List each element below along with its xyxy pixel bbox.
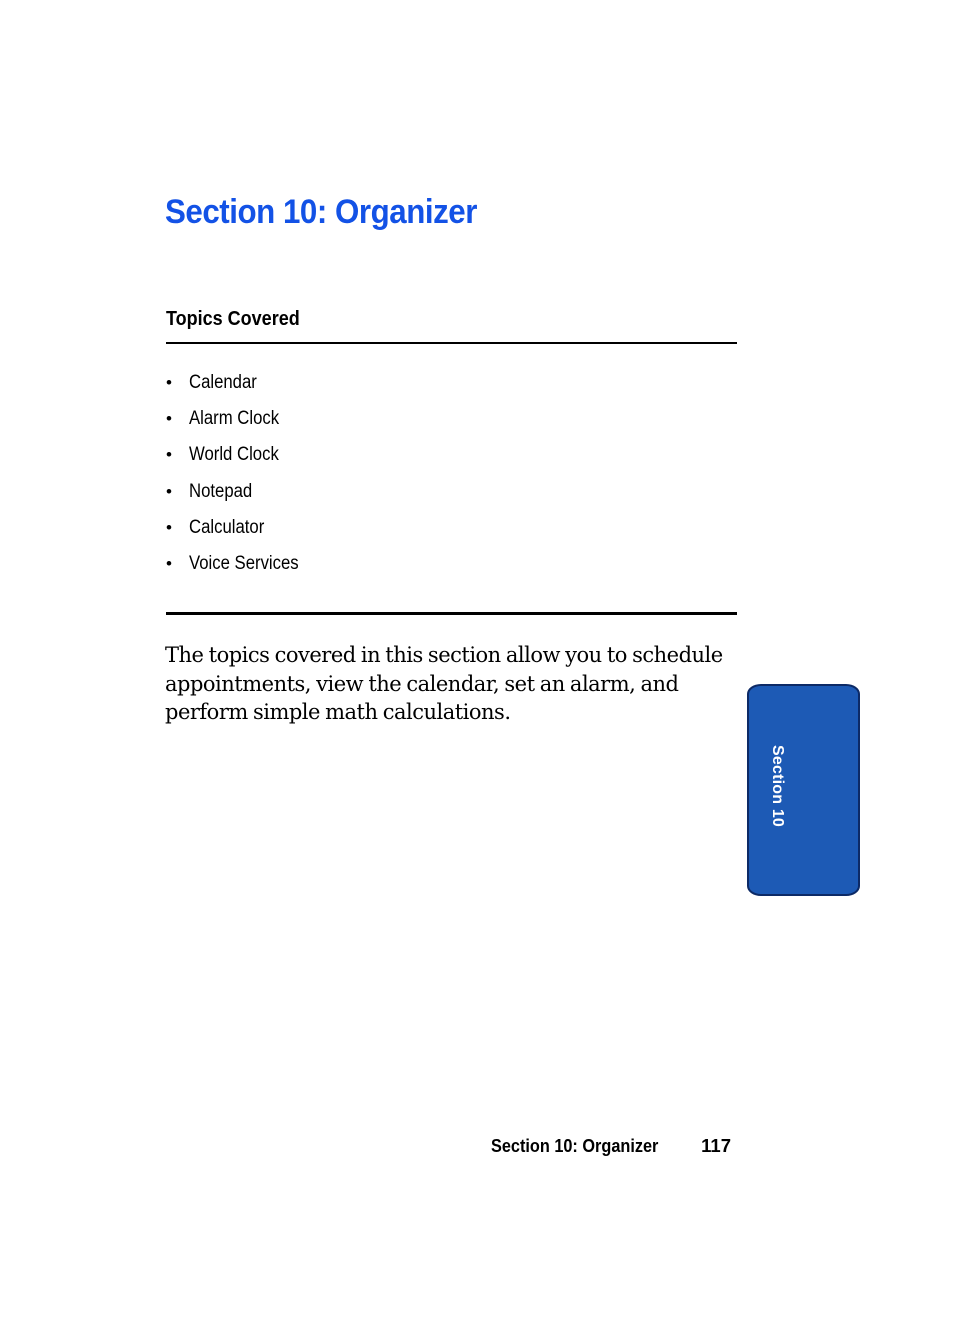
page-footer bbox=[491, 1135, 731, 1157]
topics-heading: Topics Covered bbox=[166, 308, 300, 330]
bullet-icon: • bbox=[166, 409, 172, 429]
bullet-icon: • bbox=[166, 445, 172, 465]
topic-notepad: Notepad bbox=[189, 480, 253, 502]
section-side-tab bbox=[747, 684, 860, 896]
page-number: 117 bbox=[701, 1135, 731, 1156]
list-item bbox=[166, 550, 314, 586]
topic-voice-services: Voice Services bbox=[189, 552, 299, 574]
list-item bbox=[166, 369, 314, 405]
list-item bbox=[166, 514, 314, 550]
topics-list bbox=[166, 369, 314, 586]
list-item bbox=[166, 405, 314, 441]
topic-world-clock: World Clock bbox=[189, 444, 279, 466]
topic-calculator: Calculator bbox=[189, 516, 265, 538]
bullet-icon: • bbox=[166, 373, 172, 392]
bullet-icon: • bbox=[166, 517, 172, 537]
topics-bottom-divider bbox=[166, 612, 737, 615]
list-item bbox=[166, 441, 314, 477]
bullet-icon: • bbox=[166, 481, 172, 501]
footer-section-title: Section 10: Organizer bbox=[491, 1135, 659, 1156]
page-title: Section 10: Organizer bbox=[165, 193, 477, 231]
topic-alarm-clock: Alarm Clock bbox=[189, 408, 280, 430]
bullet-icon: • bbox=[166, 553, 172, 573]
topics-top-divider bbox=[166, 342, 737, 344]
list-item bbox=[166, 478, 314, 514]
section-intro-paragraph: The topics covered in this section allow you to schedule appointments, view the calendar, set an alarm, and perform simple math calculations. bbox=[165, 643, 723, 724]
topic-calendar: Calendar bbox=[189, 372, 257, 393]
section-side-tab-label: Section 10 bbox=[769, 745, 786, 828]
